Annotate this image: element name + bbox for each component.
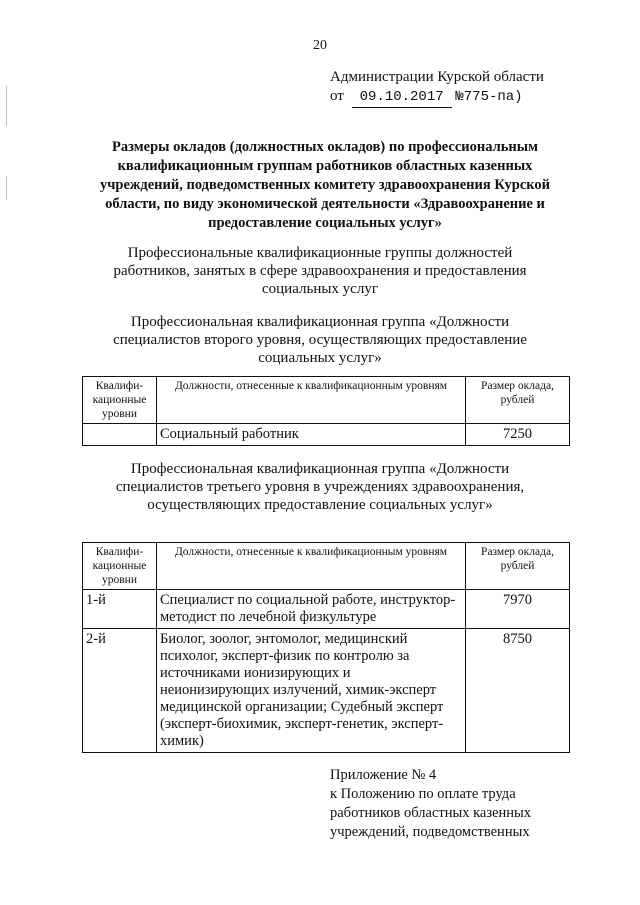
appendix-line: к Положению по оплате труда: [330, 786, 516, 802]
column-header-position: Должности, отнесенные к квалификационным уровням: [157, 377, 466, 424]
scan-margin-mark: [6, 176, 7, 200]
appendix-line: учреждений, подведомственных: [330, 824, 530, 840]
document-title: Размеры окладов (должностных окладов) по профессиональным квалификационным группам работников областных казенных учреждений, подведомственных комитету здравоохранения Курской области, по виду экономической деятельности «Здравоохранение и предоставление социальных услуг»: [99, 139, 551, 231]
table-header-row: [83, 377, 570, 424]
cell-position: Специалист по социальной работе, инструктор-методист по лечебной физкультуре: [157, 590, 466, 629]
group2-table: [82, 542, 570, 753]
table-row: [83, 424, 570, 446]
scan-margin-mark: [6, 86, 7, 126]
column-header-salary: Размер оклада, рублей: [466, 543, 570, 590]
section-heading: Профессиональные квалификационные группы должностей работников, занятых в сфере здравоохранения и предоставления социальных услуг: [113, 245, 527, 297]
header-date-line: [330, 87, 544, 108]
group1-heading: Профессиональная квалификационная группа «Должности специалистов второго уровня, осуществляющих предоставление социальных услуг»: [113, 314, 527, 366]
document-header: [330, 68, 544, 108]
header-issuer: Администрации Курской области: [330, 69, 544, 85]
header-date: 09.10.2017: [352, 88, 452, 108]
cell-salary: 7970: [466, 590, 570, 629]
group1-table: [82, 376, 570, 446]
appendix-line: Приложение № 4: [330, 767, 437, 783]
table-row: [83, 590, 570, 629]
cell-level: 1-й: [83, 590, 157, 629]
cell-position: Социальный работник: [157, 424, 466, 446]
column-header-salary: Размер оклада, рублей: [466, 377, 570, 424]
cell-position: Биолог, зоолог, энтомолог, медицинский психолог, эксперт-физик по контролю за источниками ионизирующих и неионизирующих излучений, химик-эксперт медицинской организации; Судебный эксперт (эксперт-биохимик, эксперт-генетик, эксперт-химик): [157, 629, 466, 753]
appendix-caption: [330, 766, 531, 842]
cell-level: [83, 424, 157, 446]
table-row: [83, 629, 570, 753]
header-number: №775-па): [455, 89, 523, 105]
table-header-row: [83, 543, 570, 590]
appendix-line: работников областных казенных: [330, 805, 532, 821]
cell-level: 2-й: [83, 629, 157, 753]
cell-salary: 7250: [466, 424, 570, 446]
column-header-level: Квалифи-кационные уровни: [83, 543, 157, 590]
group2-heading: Профессиональная квалификационная группа «Должности специалистов третьего уровня в учреждениях здравоохранения, осуществляющих предоставление социальных услуг»: [115, 461, 525, 513]
cell-salary: 8750: [466, 629, 570, 753]
column-header-position: Должности, отнесенные к квалификационным уровням: [157, 543, 466, 590]
page-number: 20: [313, 38, 327, 53]
header-prefix: от: [330, 88, 344, 104]
column-header-level: Квалифи-кационные уровни: [83, 377, 157, 424]
